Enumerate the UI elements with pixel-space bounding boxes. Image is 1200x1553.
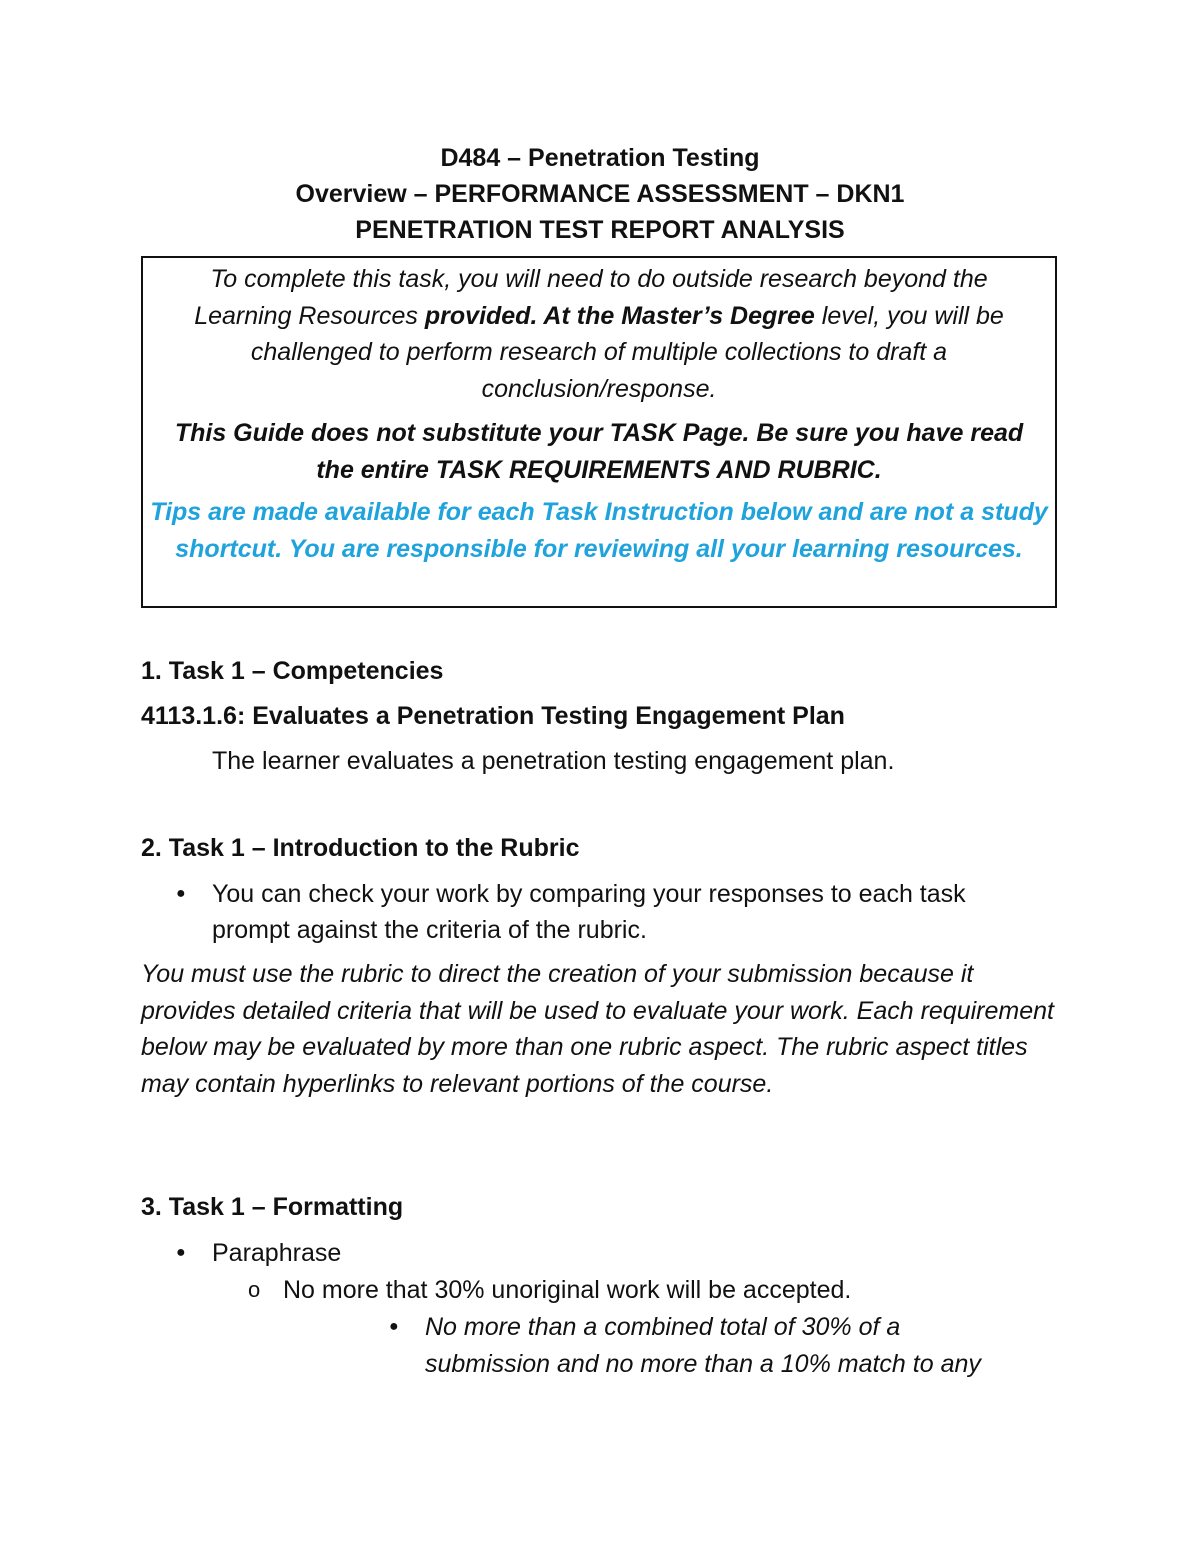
section-1-heading: 1. Task 1 – Competencies bbox=[141, 657, 444, 685]
course-title: D484 – Penetration Testing bbox=[440, 144, 760, 172]
formatting-third-line-2: submission and no more than a 10% match to any bbox=[425, 1350, 981, 1378]
bullet-dot-icon: ● bbox=[389, 1318, 399, 1335]
competency-code: 4113.1.6 bbox=[141, 702, 237, 730]
report-title: PENETRATION TEST REPORT ANALYSIS bbox=[355, 216, 845, 244]
competency-title: : Evaluates a Penetration Testing Engagement Plan bbox=[236, 702, 845, 730]
bullet-dot-icon: ● bbox=[176, 1244, 186, 1261]
notice-intro-part-a: To complete this task, you will need to do outside research beyond the Learning Resources bbox=[194, 265, 988, 330]
document-header bbox=[140, 140, 1060, 248]
notice-intro-emphasis: provided. At the Master’s Degree bbox=[424, 301, 815, 330]
sub-bullet-circle-icon: o bbox=[248, 1277, 261, 1302]
notice-intro-part-c: level, you will be challenged to perform research of multiple collections to draft a conclusion/response. bbox=[250, 301, 1004, 403]
assessment-title: Overview – PERFORMANCE ASSESSMENT – DKN1 bbox=[295, 180, 905, 208]
guide-warning: This Guide does not substitute your TASK Page. Be sure you have read the entire TASK REQUIREMENTS AND RUBRIC. bbox=[174, 419, 1024, 484]
rubric-bullet-line-1: You can check your work by comparing your responses to each task bbox=[212, 880, 966, 908]
formatting-sub-bullet: No more that 30% unoriginal work will be accepted. bbox=[283, 1276, 852, 1304]
formatting-third-line-1: No more than a combined total of 30% of a bbox=[425, 1313, 901, 1341]
notice-box bbox=[141, 256, 1057, 608]
section-2-heading: 2. Task 1 – Introduction to the Rubric bbox=[141, 834, 580, 862]
tips-notice: Tips are made available for each Task Instruction below and are not a study shortcut. You are responsible for reviewing all your learning resources. bbox=[150, 498, 1048, 563]
competency-description: The learner evaluates a penetration testing engagement plan. bbox=[212, 747, 895, 775]
notice-intro bbox=[143, 261, 1055, 407]
rubric-bullet-line-2: prompt against the criteria of the rubric. bbox=[212, 916, 647, 944]
section-3-heading: 3. Task 1 – Formatting bbox=[141, 1193, 404, 1221]
rubric-note: You must use the rubric to direct the creation of your submission because it provides detailed criteria that will be used to evaluate your work. Each requirement below may be evaluated by more than one rubric aspect. The rubric aspect titles may contain hyperlinks to relevant portions of the course. bbox=[141, 960, 1054, 1098]
formatting-bullet: Paraphrase bbox=[212, 1239, 342, 1267]
competency-heading bbox=[141, 698, 845, 734]
bullet-dot-icon: ● bbox=[176, 885, 186, 902]
